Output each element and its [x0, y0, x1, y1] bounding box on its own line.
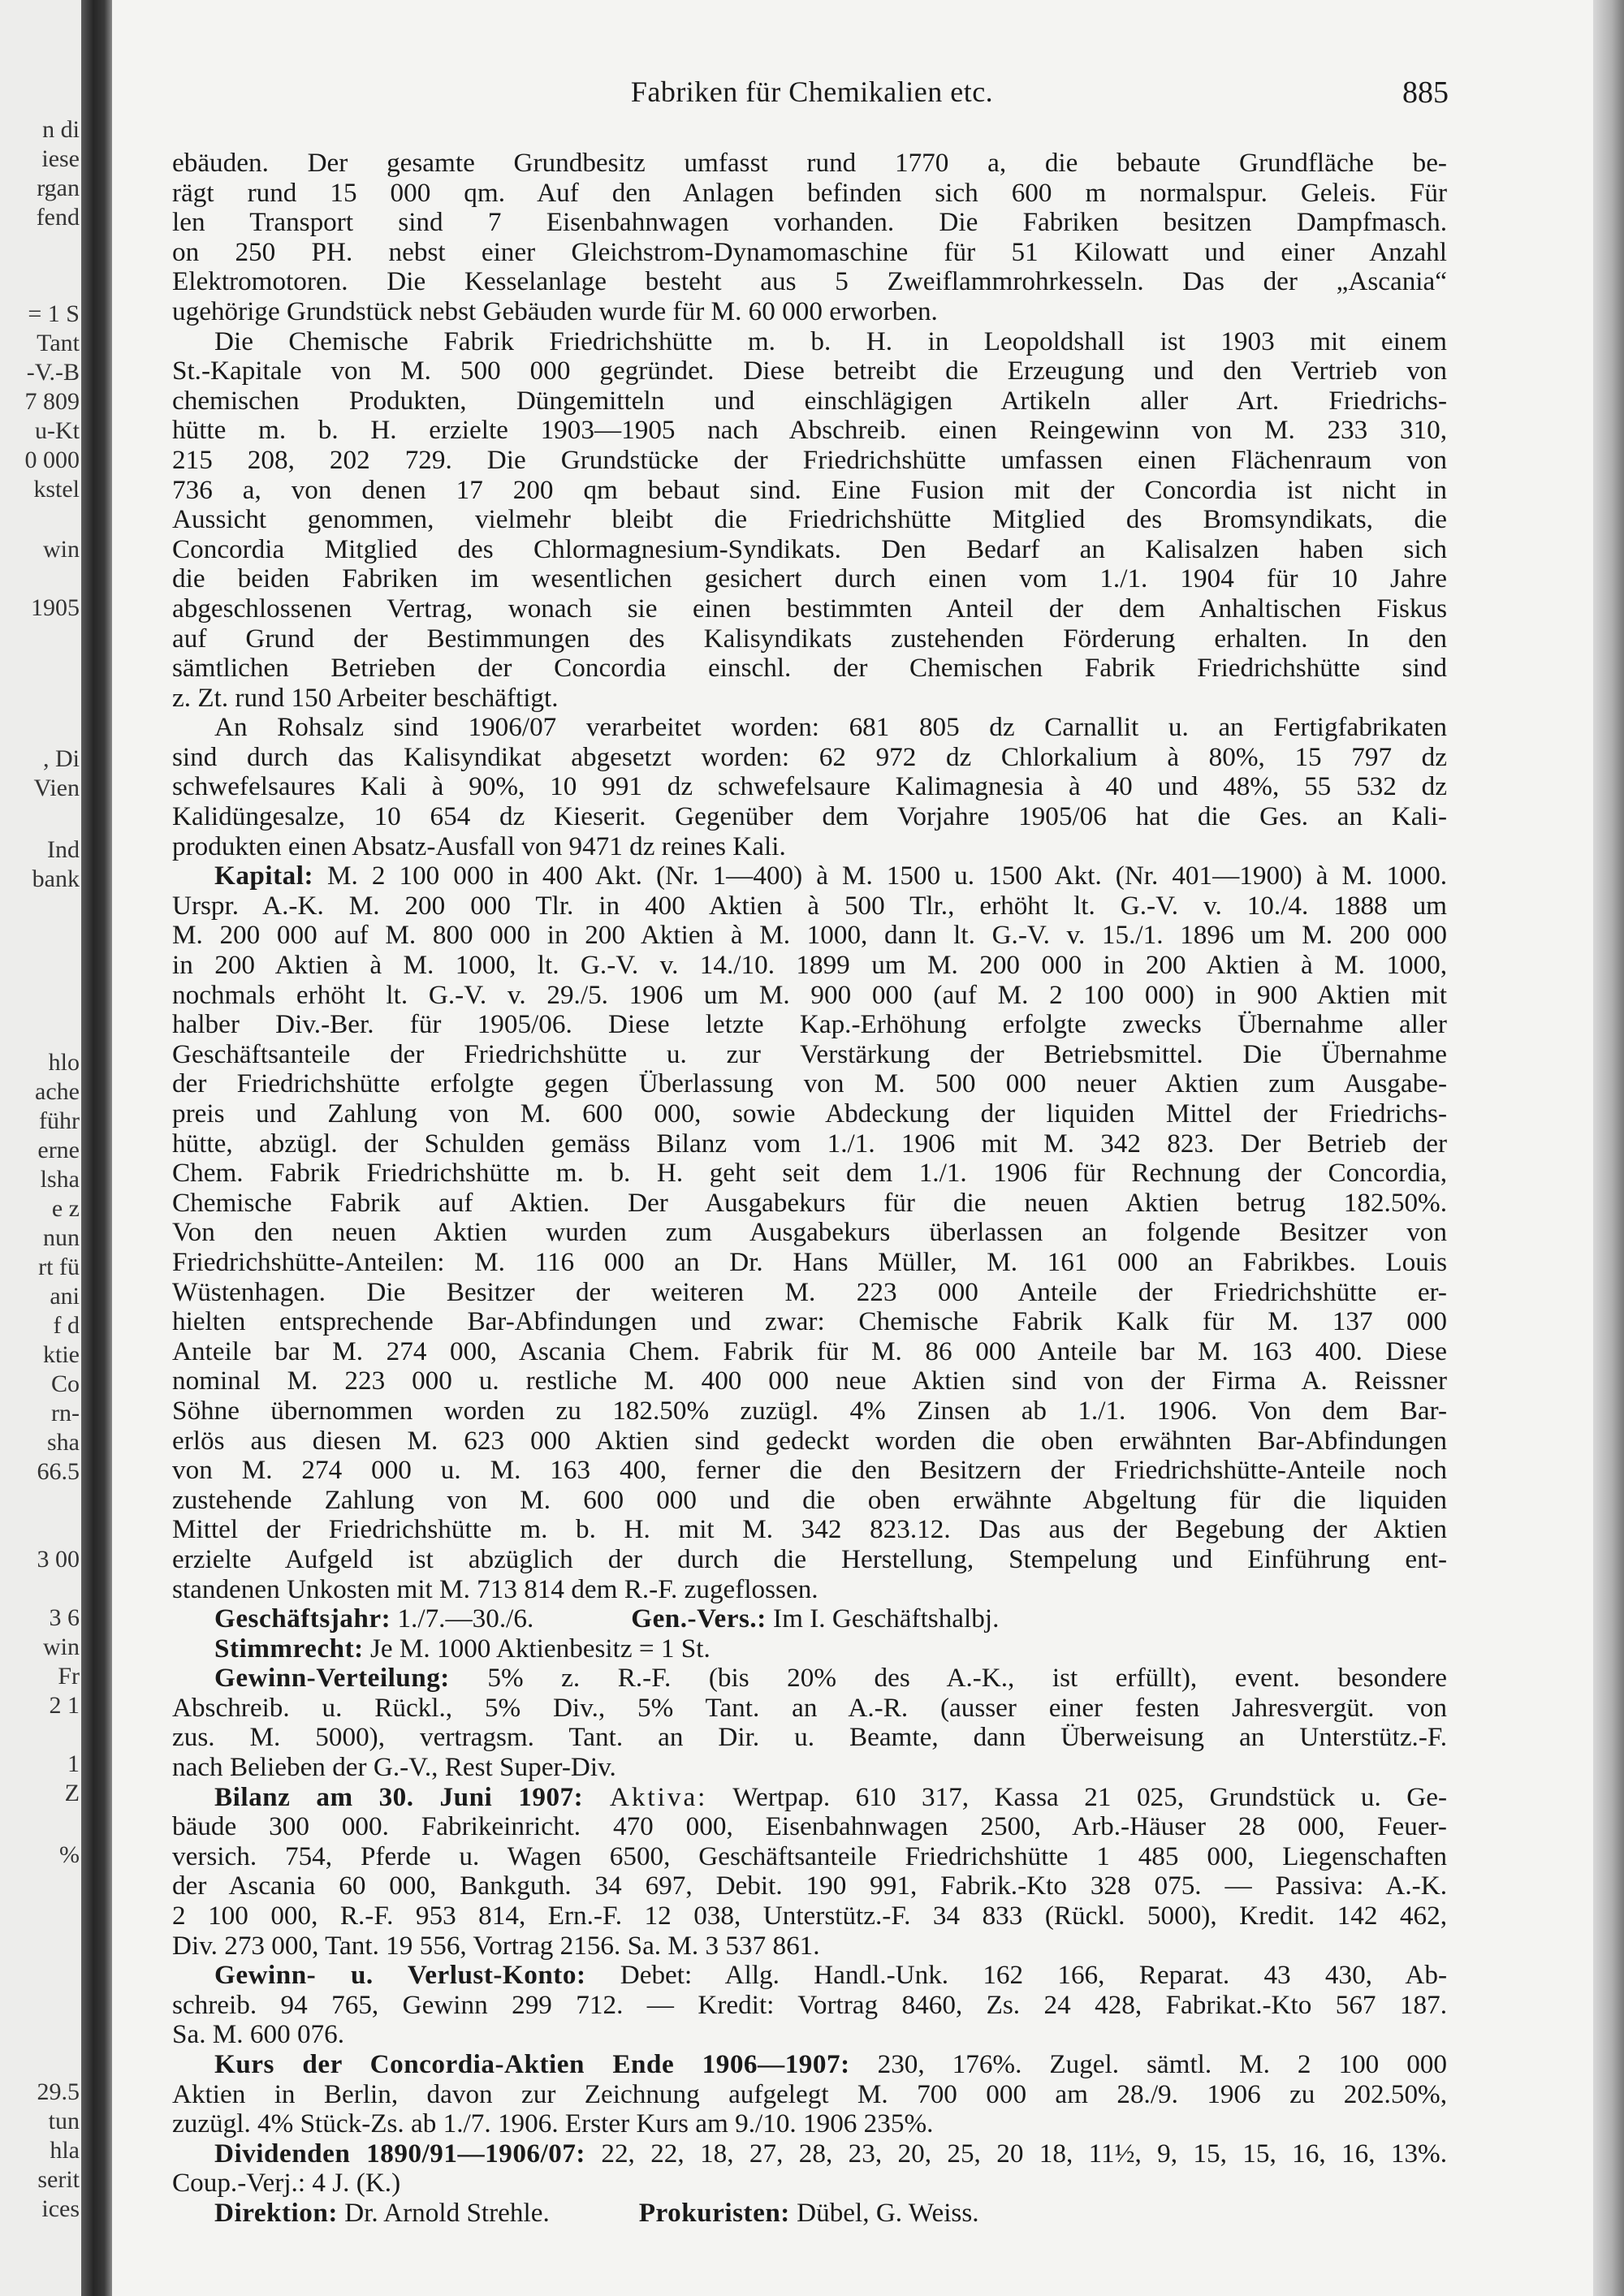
paragraph-friedrichshuette — [172, 327, 1447, 714]
stimmrecht-value: Je M. 1000 Aktienbesitz = 1 St. — [363, 1634, 710, 1664]
text-line: chemischen Produkten, Düngemitteln und einschlägigen Artikeln aller Art. Friedrichs- — [172, 386, 1447, 416]
text-line: versich. 754, Pferde u. Wagen 6500, Geschäftsanteile Friedrichshütte 1 485 000, Liegenschaften — [172, 1841, 1447, 1871]
direktion-label: Direktion: — [214, 2198, 338, 2228]
bleed-fragment: 0 000 — [24, 447, 80, 473]
geschaeftsjahr-label: Geschäftsjahr: — [214, 1604, 391, 1634]
kapital-paragraph — [172, 891, 1447, 1604]
gewinnverteilung-label: Gewinn-Verteilung: — [214, 1664, 450, 1694]
text-line: auf Grund der Bestimmungen des Kalisyndikats zustehenden Förderung erhalten. In den — [172, 624, 1447, 654]
bilanz-paragraph — [172, 1812, 1447, 1961]
text-line: in 200 Aktien à M. 1000, lt. G.-V. v. 14./10. 1899 um M. 200 000 in 200 Aktien à M. 1000, — [172, 951, 1447, 981]
text-line: Abschreib. u. Rückl., 5% Div., 5% Tant. an A.-R. (ausser einer festen Jahresvergüt. von — [172, 1693, 1447, 1723]
text-line: Elektromotoren. Die Kesselanlage besteht aus 5 Zweiflammrohrkesseln. Das der „Ascania“ — [172, 267, 1447, 297]
text-line: 215 208, 202 729. Die Grundstücke der Friedrichshütte umfassen einen Flächenraum von — [172, 445, 1447, 475]
text-line: bäude 300 000. Fabrikeinricht. 470 000, Eisenbahnwagen 2500, Arb.-Häuser 28 000, Feuer- — [172, 1812, 1447, 1842]
bleed-fragment: führ — [39, 1107, 80, 1134]
text-line: der Friedrichshütte erfolgte gegen Überlassung von M. 500 000 neuer Aktien zum Ausgabe- — [172, 1069, 1447, 1099]
dividenden-line — [172, 2139, 1447, 2169]
dividenden-values: 22, 22, 18, 27, 28, 23, 20, 25, 20 18, 11½, 9, 15, 15, 16, 16, 13%. — [585, 2138, 1447, 2169]
bleed-fragment: u-Kt — [35, 417, 80, 444]
stimmrecht-label: Stimmrecht: — [214, 1634, 364, 1664]
text-line: schreib. 94 765, Gewinn 299 712. — Kredit: Vortrag 8460, Zs. 24 428, Fabrikat.-Kto 567 187. — [172, 1990, 1447, 2020]
bleed-fragment: , Di — [43, 745, 80, 772]
guv-first-text: Debet: Allg. Handl.-Unk. 162 166, Reparat. 43 430, Ab- — [585, 1961, 1447, 1991]
bleed-fragment: win — [43, 536, 80, 563]
bleed-fragment: = 1 S — [28, 300, 80, 327]
coupon-verjaehrung: Coup.-Verj.: 4 J. (K.) — [172, 2169, 401, 2199]
geschaeftsjahr-value: 1./7.—30./6. — [391, 1604, 534, 1634]
gewinnverteilung-line — [172, 1664, 1447, 1694]
bleed-fragment: -V.-B — [26, 359, 80, 386]
kapital-label: Kapital: — [214, 861, 314, 891]
text-line: Chemische Fabrik auf Aktien. Der Ausgabekurs für die neuen Aktien betrug 182.50%. — [172, 1188, 1447, 1218]
bleed-fragment: rt fü — [38, 1254, 80, 1280]
bleed-fragment: ache — [35, 1078, 80, 1105]
gewinnverteilung-first-text: 5% z. R.-F. (bis 20% des A.-K., ist erfüllt), event. besondere — [449, 1664, 1447, 1694]
bleed-fragment: fend — [36, 204, 80, 231]
bilanz-first-text: Wertpap. 610 317, Kassa 21 025, Grundstück u. Ge- — [707, 1782, 1447, 1812]
bleed-fragment: 3 00 — [37, 1546, 80, 1573]
guv-paragraph — [172, 1991, 1447, 2050]
text-line: Die Chemische Fabrik Friedrichshütte m. b. H. in Leopoldshall ist 1903 mit einem — [214, 326, 1447, 356]
text-line: hütte m. b. H. erzielte 1903—1905 nach Abschreib. einen Reingewinn von M. 233 310, — [172, 416, 1447, 446]
bleed-fragment: hla — [50, 2137, 80, 2164]
bleed-fragment: Z — [64, 1780, 80, 1806]
bleed-fragment: % — [59, 1841, 80, 1868]
bleed-fragment: rn- — [51, 1400, 80, 1426]
text-line: halber Div.-Ber. für 1905/06. Diese letzte Kap.-Erhöhung erfolgte zwecks Übernahme aller — [172, 1010, 1447, 1040]
bleed-fragment: serit — [37, 2166, 80, 2193]
text-line: Söhne übernommen worden zu 182.50% zuzügl. 4% Zinsen ab 1./1. 1906. Von dem Bar- — [172, 1396, 1447, 1426]
text-line: Chem. Fabrik Friedrichshütte m. b. H. geht seit dem 1./1. 1906 für Rechnung der Concordia, — [172, 1159, 1447, 1189]
bleed-fragment: Tant — [37, 330, 80, 356]
bleed-fragment: ices — [41, 2195, 80, 2222]
bleed-fragment: rgan — [37, 175, 80, 201]
text-line: An Rohsalz sind 1906/07 verarbeitet worden: 681 805 dz Carnallit u. an Fertigfabrikaten — [214, 713, 1447, 743]
book-binding-gutter — [81, 0, 112, 2296]
text-line: Mittel der Friedrichshütte m. b. H. mit M. 342 823.12. Das aus der Begebung der Aktien — [172, 1515, 1447, 1545]
kurs-label: Kurs der Concordia-Aktien Ende 1906—1907: — [214, 2050, 850, 2079]
bleed-fragment: 7 809 — [24, 388, 80, 415]
bleed-fragment: nun — [43, 1224, 80, 1251]
text-line: M. 200 000 auf M. 800 000 in 200 Aktien à M. 1000, dann lt. G.-V. v. 15./1. 1896 um M. 200 000 — [172, 921, 1447, 951]
text-line: rägt rund 15 000 qm. Auf den Anlagen befinden sich 600 m normalspur. Geleis. Für — [172, 178, 1447, 208]
text-line: Aktien in Berlin, davon zur Zeichnung aufgelegt M. 700 000 am 28./9. 1906 zu 202.50%, — [172, 2079, 1447, 2109]
kapital-line — [172, 861, 1447, 891]
text-line: nach Belieben der G.-V., Rest Super-Div. — [172, 1753, 616, 1783]
text-line: der Ascania 60 000, Bankguth. 34 697, Debit. 190 991, Fabrik.-Kto 328 075. — Passiva: A.-K. — [172, 1871, 1447, 1901]
bleed-fragment: win — [43, 1634, 80, 1660]
text-line: z. Zt. rund 150 Arbeiter beschäftigt. — [172, 683, 559, 713]
bleed-fragment: Co — [50, 1370, 80, 1397]
bleed-fragment: hlo — [48, 1049, 80, 1076]
text-line: hütte, abzügl. der Schulden gemäss Bilanz vom 1./1. 1906 mit M. 342 823. Der Betrieb der — [172, 1129, 1447, 1159]
guv-label: Gewinn- u. Verlust-Konto: — [214, 1961, 586, 1991]
bleed-fragment: tun — [48, 2108, 80, 2134]
bleed-fragment: Fr — [58, 1663, 80, 1690]
text-line: preis und Zahlung von M. 600 000, sowie Abdeckung der liquiden Mittel der Friedrichs- — [172, 1099, 1447, 1129]
bilanz-aktiva-label: Aktiva: — [583, 1782, 708, 1812]
bleed-fragment: Ind — [47, 836, 80, 863]
text-line: zus. M. 5000), vertragsm. Tant. an Dir. u. Beamte, dann Überweisung an Unterstütz.-F. — [172, 1723, 1447, 1753]
bilanz-line — [172, 1783, 1447, 1813]
bleed-fragment: 1 — [67, 1750, 80, 1777]
text-line: zuzügl. 4% Stück-Zs. ab 1./7. 1906. Erster Kurs am 9./10. 1906 235%. — [172, 2109, 934, 2139]
text-line: St.-Kapitale von M. 500 000 gegründet. Diese betreibt die Erzeugung und den Vertrieb von — [172, 356, 1447, 386]
bilanz-label: Bilanz am 30. Juni 1907: — [214, 1782, 584, 1812]
text-line: Geschäftsanteile der Friedrichshütte u. zur Verstärkung der Betriebsmittel. Die Übernahme — [172, 1039, 1447, 1069]
bleed-fragment: n di — [42, 116, 80, 143]
text-line: zustehende Zahlung von M. 600 000 und die oben erwähnte Abgeltung für die liquiden — [172, 1485, 1447, 1515]
text-line: Von den neuen Aktien wurden zum Ausgabekurs überlassen an folgende Besitzer von — [172, 1218, 1447, 1248]
text-line: Aussicht genommen, vielmehr bleibt die Friedrichshütte Mitglied des Bromsyndikats, die — [172, 505, 1447, 535]
kurs-paragraph — [172, 2080, 1447, 2139]
prokuristen-label: Prokuristen: — [638, 2198, 790, 2228]
text-line: nochmals erhöht lt. G.-V. v. 29./5. 1906 um M. 900 000 (auf M. 2 100 000) in 900 Aktien mit — [172, 980, 1447, 1010]
guv-line — [172, 1961, 1447, 1991]
text-line: 2 100 000, R.-F. 953 814, Ern.-F. 12 038, Unterstütz.-F. 34 833 (Rückl. 5000), Kredit. 142 462, — [172, 1901, 1447, 1931]
kurs-line — [172, 2050, 1447, 2080]
bleed-fragment: erne — [37, 1137, 80, 1163]
text-line: 736 a, von denen 17 200 qm bebaut sind. Eine Fusion mit der Concordia ist nicht in — [172, 475, 1447, 505]
text-line: Anteile bar M. 274 000, Ascania Chem. Fabrik für M. 86 000 Anteile bar M. 163 400. Diese — [172, 1336, 1447, 1366]
text-line: nominal M. 223 000 u. restliche M. 400 000 neue Aktien sind von der Firma A. Reissner — [172, 1366, 1447, 1396]
stimmrecht-line — [172, 1634, 1447, 1664]
text-line: schwefelsaures Kali à 90%, 10 991 dz schwefelsaure Kalimagnesia à 40 und 48%, 55 532 dz — [172, 772, 1447, 802]
kurs-first-text: 230, 176%. Zugel. sämtl. M. 2 100 000 — [849, 2050, 1447, 2079]
text-line: hielten entsprechende Bar-Abfindungen und zwar: Chemische Fabrik Kalk für M. 137 000 — [172, 1307, 1447, 1337]
bleed-fragment: Vien — [33, 775, 80, 801]
prokuristen-value: Dübel, G. Weiss. — [789, 2198, 979, 2228]
text-line: Div. 273 000, Tant. 19 556, Vortrag 2156. Sa. M. 3 537 861. — [172, 1931, 820, 1961]
text-line: produkten einen Absatz-Ausfall von 9471 dz reines Kali. — [172, 831, 786, 861]
text-line: standenen Unkosten mit M. 713 814 dem R.-F. zugeflossen. — [172, 1574, 818, 1604]
document-body — [172, 149, 1447, 2229]
bleed-fragment: iese — [41, 145, 80, 172]
geschaeftsjahr-line — [172, 1604, 1447, 1634]
bleed-fragment: 2 1 — [49, 1692, 80, 1719]
bleed-fragment: kstel — [33, 476, 80, 503]
bleed-fragment: 29.5 — [37, 2078, 80, 2105]
text-line: abgeschlossenen Vertrag, wonach sie einen bestimmten Anteil der dem Anhaltischen Fiskus — [172, 593, 1447, 624]
text-line: len Transport sind 7 Eisenbahnwagen vorhanden. Die Fabriken besitzen Dampfmasch. — [172, 208, 1447, 238]
bleed-fragment: 1905 — [31, 594, 80, 621]
page-number: 885 — [1402, 76, 1449, 110]
text-line: ebäuden. Der gesamte Grundbesitz umfasst rund 1770 a, die bebaute Grundfläche be- — [172, 149, 1447, 178]
bleed-fragment: ani — [50, 1283, 80, 1310]
page-right-edge — [1593, 0, 1624, 2296]
text-line: die beiden Fabriken im wesentlichen gesichert durch einen vom 1./1. 1904 für 10 Jahre — [172, 564, 1447, 594]
text-line: erzielte Aufgeld ist abzüglich der durch die Herstellung, Stempelung und Einführung ent- — [172, 1544, 1447, 1574]
text-line: Friedrichshütte-Anteilen: M. 116 000 an Dr. Hans Müller, M. 161 000 an Fabrikbes. Louis — [172, 1247, 1447, 1277]
text-line: erlös aus diesen M. 623 000 Aktien sind gedeckt worden die oben erwähnten Bar-Abfindungen — [172, 1426, 1447, 1456]
text-line: Concordia Mitglied des Chlormagnesium-Syndikats. Den Bedarf an Kalisalzen haben sich — [172, 534, 1447, 564]
text-line: ugehörige Grundstück nebst Gebäuden wurde für M. 60 000 erworben. — [172, 296, 938, 326]
text-line: Wüstenhagen. Die Besitzer der weiteren M. 223 000 Anteile der Friedrichshütte er- — [172, 1277, 1447, 1307]
text-line: sämtlichen Betrieben der Concordia einschl. der Chemischen Fabrik Friedrichshütte sind — [172, 654, 1447, 684]
text-line: sind durch das Kalisyndikat abgesetzt worden: 62 972 dz Chlorkalium à 80%, 15 797 dz — [172, 742, 1447, 772]
bleed-fragment: e z — [51, 1195, 80, 1222]
gewinnverteilung-paragraph — [172, 1694, 1447, 1783]
paragraph-grundbesitz — [172, 149, 1447, 327]
bleed-fragment: lsha — [40, 1166, 80, 1193]
direktion-line — [172, 2199, 1447, 2229]
genvers-label: Gen.-Vers.: — [631, 1604, 767, 1634]
kapital-first-text: M. 2 100 000 in 400 Akt. (Nr. 1—400) à M. 1500 u. 1500 Akt. (Nr. 401—1900) à M. 1000. — [313, 861, 1447, 891]
paragraph-rohsalz — [172, 713, 1447, 861]
bleed-fragment: 66.5 — [37, 1458, 80, 1485]
text-line: Kalidüngesalze, 10 654 dz Kieserit. Gegenüber dem Vorjahre 1905/06 hat die Ges. an Kali- — [172, 802, 1447, 832]
bleed-fragment: bank — [32, 865, 80, 892]
text-line: von M. 274 000 u. M. 163 400, ferner die den Besitzern der Friedrichshütte-Anteile noch — [172, 1456, 1447, 1486]
bleed-fragment: 3 6 — [49, 1604, 80, 1631]
adjacent-page-bleed — [0, 0, 81, 2296]
bleed-fragment: sha — [47, 1429, 80, 1456]
text-line: Urspr. A.-K. M. 200 000 Tlr. in 400 Aktien à 500 Tlr., erhöht lt. G.-V. v. 10./4. 1888 um — [172, 891, 1447, 921]
genvers-value: Im I. Geschäftshalbj. — [766, 1604, 1000, 1634]
bleed-fragment: ktie — [43, 1341, 80, 1368]
text-line: Sa. M. 600 076. — [172, 2020, 345, 2050]
direktion-value: Dr. Arnold Strehle. — [337, 2198, 550, 2228]
bleed-fragment: f d — [53, 1312, 80, 1339]
dividenden-label: Dividenden 1890/91—1906/07: — [214, 2138, 585, 2169]
running-title: Fabriken für Chemikalien etc. — [630, 76, 994, 108]
text-line: on 250 PH. nebst einer Gleichstrom-Dynamomaschine für 51 Kilowatt und einer Anzahl — [172, 237, 1447, 267]
